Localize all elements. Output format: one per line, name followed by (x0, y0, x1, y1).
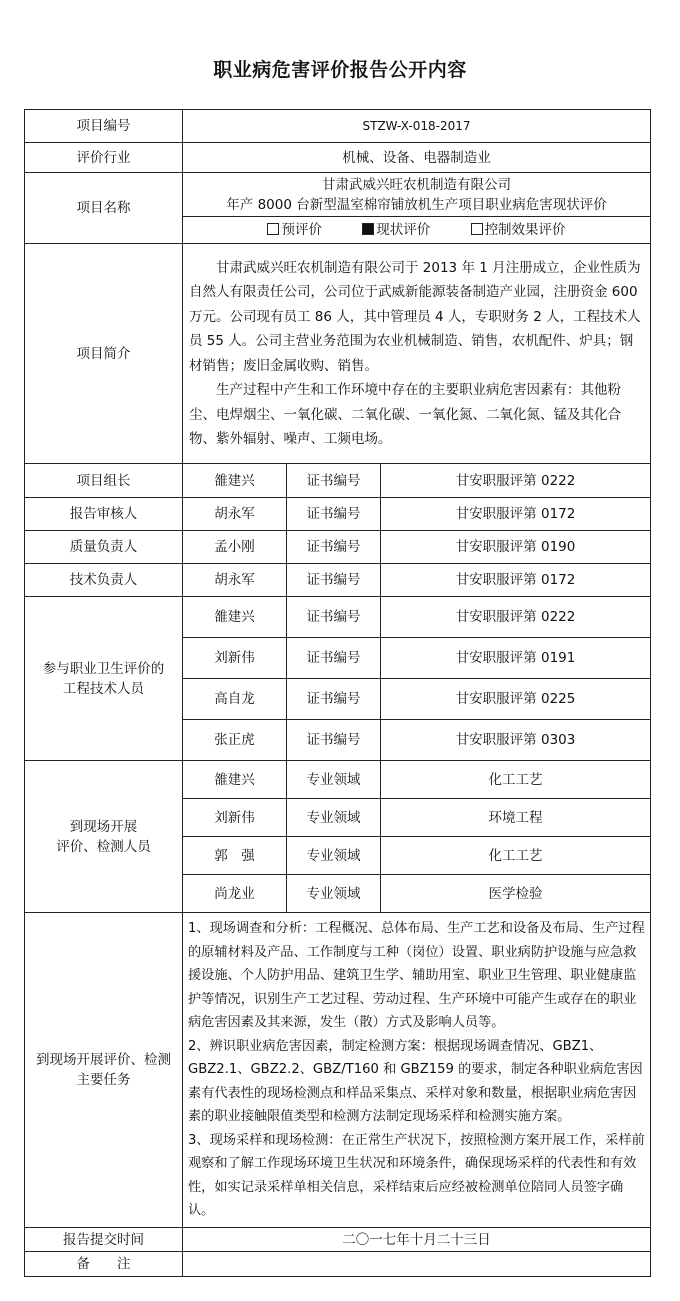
task-item-1: 1、现场调查和分析：工程概况、总体布局、生产工艺和设备及布局、生产过程的原辅材料及产品、工作制度与工种（岗位）设置、职业病防护设施与应急救援设施、个人防护用品、建筑卫生学、辅助用室、职业卫生管理、职业健康监护等情况，识别生产工艺过程、劳动过程、生产环境中可能产生或存在的职业病危害因素及其来源，发生（散）方式及影响人员等。 (188, 921, 645, 1031)
cert-label: 证书编号 (287, 464, 381, 498)
project-name-value (183, 173, 651, 217)
engineer-name: 雒建兴 (183, 597, 287, 638)
submit-value: 二〇一七年十月二十三日 (183, 1228, 651, 1252)
field-label: 专业领域 (287, 799, 381, 837)
staff-role: 报告审核人 (25, 498, 183, 531)
document-title: 职业病危害评价报告公开内容 (213, 59, 467, 81)
row-engineer (25, 597, 651, 638)
staff-role: 质量负责人 (25, 531, 183, 564)
cert-label: 证书编号 (287, 597, 381, 638)
industry-value: 机械、设备、电器制造业 (183, 143, 651, 173)
staff-role: 项目组长 (25, 464, 183, 498)
field-staff-name: 尚龙业 (183, 875, 287, 913)
staff-cert: 甘安职服评第 0172 (381, 498, 651, 531)
cert-label: 证书编号 (287, 679, 381, 720)
checkbox-icon (267, 223, 279, 235)
tasks-label-line1: 到现场开展评价、检测 (36, 1052, 171, 1068)
engineer-name: 张正虎 (183, 720, 287, 761)
field-staff-field: 医学检验 (381, 875, 651, 913)
project-title: 年产 8000 台新型温室棉帘铺放机生产项目职业病危害现状评价 (226, 196, 607, 213)
project-company: 甘肃武威兴旺农机制造有限公司 (322, 176, 512, 193)
project-name-label: 项目名称 (25, 173, 183, 244)
evaluation-type-options (183, 217, 651, 244)
field-staff-field: 化工工艺 (381, 837, 651, 875)
row-staff (25, 464, 651, 498)
row-intro (25, 244, 651, 464)
row-tasks (25, 913, 651, 1228)
field-label: 专业领域 (287, 837, 381, 875)
cert-label: 证书编号 (287, 498, 381, 531)
option-control-evaluation[interactable]: 控制效果评价 (471, 222, 566, 238)
cert-label: 证书编号 (287, 720, 381, 761)
staff-name: 胡永军 (183, 564, 287, 597)
tasks-label-line2: 主要任务 (76, 1072, 131, 1088)
checkbox-checked-icon (362, 223, 374, 235)
field-staff-label-line2: 评价、检测人员 (56, 838, 151, 855)
engineer-name: 高自龙 (183, 679, 287, 720)
checkbox-icon (471, 223, 483, 235)
field-staff-label-line1: 到现场开展 (69, 818, 138, 835)
row-project-name (25, 173, 651, 217)
remark-value (183, 1252, 651, 1277)
staff-name: 雒建兴 (183, 464, 287, 498)
cert-label: 证书编号 (287, 531, 381, 564)
field-staff-name: 郭 强 (183, 837, 287, 875)
remark-label: 备 注 (25, 1252, 183, 1277)
field-staff-name: 刘新伟 (183, 799, 287, 837)
engineers-label-line1: 参与职业卫生评价的 (42, 660, 165, 677)
staff-name: 胡永军 (183, 498, 287, 531)
intro-content (183, 244, 651, 464)
engineer-cert: 甘安职服评第 0303 (381, 720, 651, 761)
intro-paragraph-1: 甘肃武威兴旺农机制造有限公司于 2013 年 1 月注册成立，企业性质为自然人有限责任公司，公司位于武威新能源装备制造产业园，注册资金 600 万元。公司现有员工 86 人，其中管理员 4 人，专职财务 2 人，工程技术人员 55 人。公司主营业务范围为农业机械制造、销售，农机配件、炉具；钢材销售；废旧金属收购、销售。 (189, 259, 641, 374)
row-staff (25, 531, 651, 564)
field-staff-label (25, 761, 183, 913)
engineer-cert: 甘安职服评第 0222 (381, 597, 651, 638)
cert-label: 证书编号 (287, 638, 381, 679)
project-number-value: STZW-X-018-2017 (183, 110, 651, 143)
staff-cert: 甘安职服评第 0172 (381, 564, 651, 597)
engineer-cert: 甘安职服评第 0191 (381, 638, 651, 679)
project-number-label: 项目编号 (25, 110, 183, 143)
engineer-name: 刘新伟 (183, 638, 287, 679)
staff-cert: 甘安职服评第 0190 (381, 531, 651, 564)
report-table (24, 109, 651, 1277)
field-staff-field: 环境工程 (381, 799, 651, 837)
field-label: 专业领域 (287, 875, 381, 913)
tasks-label (25, 913, 183, 1228)
row-project-number (25, 110, 651, 143)
row-remark (25, 1252, 651, 1277)
task-item-3: 3、现场采样和现场检测：在正常生产状况下，按照检测方案开展工作，采样前观察和了解工作现场环境卫生状况和环境条件，确保现场采样的代表性和有效性，如实记录采样单相关信息，采样结束后应经被检测单位陪同人员签字确认。 (188, 1132, 645, 1219)
option-current-evaluation[interactable]: 现状评价 (362, 222, 430, 238)
option-pre-evaluation[interactable]: 预评价 (267, 222, 322, 238)
cert-label: 证书编号 (287, 564, 381, 597)
intro-paragraph-2: 生产过程中产生和工作环境中存在的主要职业病危害因素有：其他粉尘、电焊烟尘、一氧化碳、二氧化碳、一氧化氮、二氧化氮、锰及其化合物、紫外辐射、噪声、工频电场。 (189, 382, 621, 447)
tasks-content (183, 913, 651, 1228)
field-staff-name: 雒建兴 (183, 761, 287, 799)
field-label: 专业领域 (287, 761, 381, 799)
staff-role: 技术负责人 (25, 564, 183, 597)
field-staff-field: 化工工艺 (381, 761, 651, 799)
intro-label: 项目简介 (25, 244, 183, 464)
row-staff (25, 498, 651, 531)
row-staff (25, 564, 651, 597)
industry-label: 评价行业 (25, 143, 183, 173)
row-industry (25, 143, 651, 173)
engineers-label-line2: 工程技术人员 (63, 680, 144, 697)
submit-label: 报告提交时间 (25, 1228, 183, 1252)
row-field-staff (25, 761, 651, 799)
staff-name: 孟小刚 (183, 531, 287, 564)
engineer-cert: 甘安职服评第 0225 (381, 679, 651, 720)
task-item-2: 2、辨识职业病危害因素，制定检测方案：根据现场调查情况、GBZ1、GBZ2.1、GBZ2.2、GBZ/T160 和 GBZ159 的要求，制定各种职业病危害因素有代表性的现场检测点和样品采集点、采样对象和数量，根据职业病危害因素的职业接触限值类型和检测方法制定现场采样和检测实施方案。 (188, 1038, 643, 1125)
staff-cert: 甘安职服评第 0222 (381, 464, 651, 498)
row-submit-time (25, 1228, 651, 1252)
engineers-label (25, 597, 183, 761)
